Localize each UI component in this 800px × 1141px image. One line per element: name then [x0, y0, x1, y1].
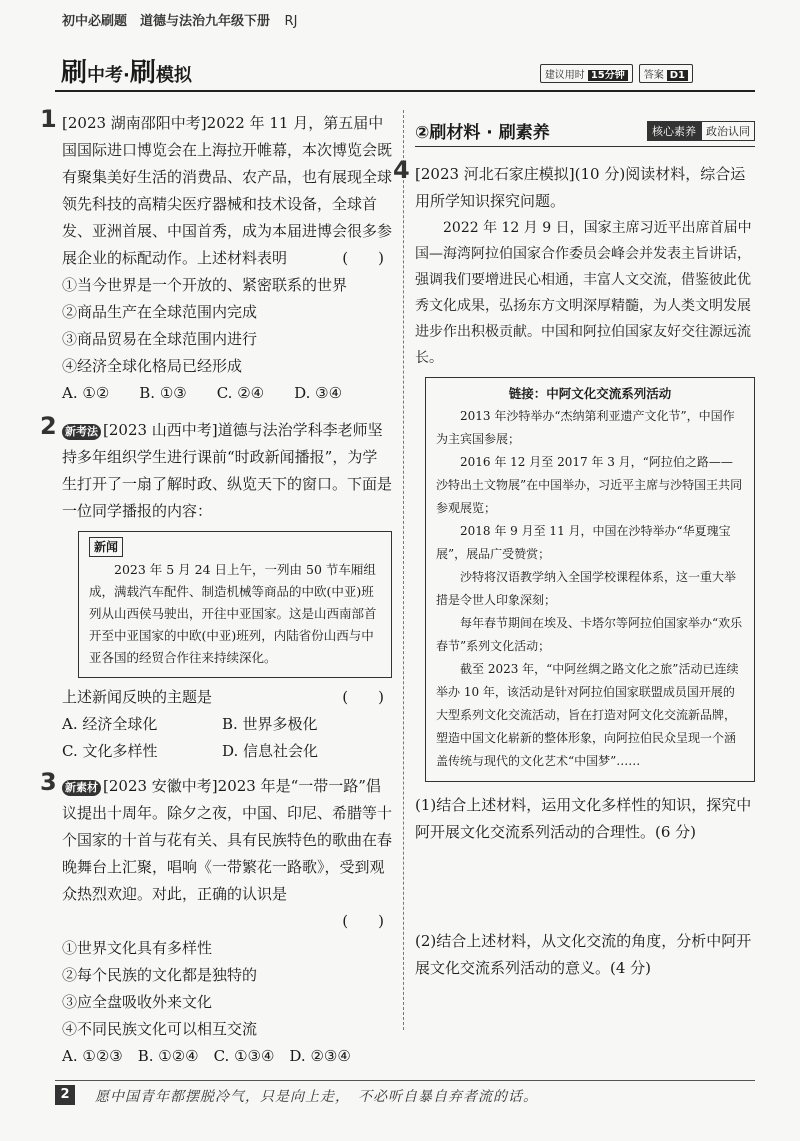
link-title: 链接：中阿文化交流系列活动 [508, 386, 672, 401]
choices: A. ①②③ B. ①②④ C. ①③④ D. ②③④ [62, 1047, 351, 1065]
time-label: 建议用时 [544, 70, 585, 81]
core-literacy-tag: 核心素养 [647, 121, 701, 141]
choice: D. 信息社会化 [222, 742, 319, 760]
answer-value: D1 [667, 70, 688, 81]
book-header [62, 10, 297, 29]
link-item: 截至 2023 年，“中阿丝绸之路文化之旅”活动已连续举办 10 年，该活动是针对阿拉伯国家联盟成员国开展的大型系列文化交流活动，旨在打造对阿文化交流新品牌，塑造中国文化崭新的整体形象，向阿拉伯民众呈现一个涵盖传统与现代的文化艺术“中国梦”…… [436, 662, 739, 768]
link-item: 沙特将汉语教学纳入全国学校课程体系，这一重大举措是令世人印象深刻； [436, 570, 737, 607]
answer-space-1[interactable] [415, 846, 755, 928]
book-title: 初中必刷题 道德与法治九年级下册 [62, 14, 271, 29]
brush-char: 刷 [61, 58, 88, 88]
option: ①当今世界是一个开放的、紧密联系的世界 [62, 276, 348, 294]
time-answer-box [540, 64, 693, 83]
literacy-tags [647, 121, 755, 141]
option: ③应全盘吸收外来文化 [62, 993, 213, 1011]
footer-motto: 愿中国青年都摆脱冷气，只是向上走， 不必听自暴自弃者流的话。 [95, 1089, 538, 1105]
question-text: [2023 安徽中考]2023 年是“一带一路”倡议提出十周年。除夕之夜，中国、印尼、希腊等十个国家的十首与花有关、具有民族特色的歌曲在春晚舞台上汇聚，唱响《一带繁花一路歌》，受到观众热烈欢迎。对此，正确的认识是 [62, 777, 393, 903]
question-4 [393, 156, 755, 982]
choice: A. 经济全球化 [62, 715, 158, 733]
page-number: 2 [55, 1085, 75, 1105]
link-item: 2018 年 9 月至 11 月，中国在沙特举办“华夏瑰宝展”，展品广受赞赏； [436, 524, 731, 561]
news-box [78, 531, 392, 678]
answer-paren: ( ) [342, 912, 384, 930]
brush-char-2: 刷 [129, 58, 156, 88]
new-material-tag: 新素材 [62, 780, 101, 796]
choice: B. 世界多极化 [222, 715, 318, 733]
answer-paren: ( ) [342, 688, 384, 706]
answer-label: 答案 [643, 70, 664, 81]
page-footer [55, 1080, 755, 1109]
material-section-header [415, 118, 755, 147]
sub-question-1: (1)结合上述材料，运用文化多样性的知识，探究中阿开展文化交流系列活动的合理性。(6 分) [415, 796, 752, 841]
material-paragraph: 2022 年 12 月 9 日，国家主席习近平出席首届中国—海湾阿拉伯国家合作委员会峰会并发表主旨讲话，强调我们要增进民心相通，丰富人文交流，借鉴彼此优秀文化成果，弘扬东方文明深厚精髓，为人类文明发展进步作出积极贡献。中国和阿拉伯国家友好交往源远流长。 [415, 220, 752, 366]
option: ④不同民族文化可以相互交流 [62, 1020, 258, 1038]
choice: C. 文化多样性 [62, 742, 158, 760]
question-2 [40, 412, 393, 765]
time-pill [540, 64, 633, 83]
question-number: 2 [40, 412, 57, 440]
answer-paren: ( ) [342, 249, 384, 267]
option: ①世界文化具有多样性 [62, 939, 213, 957]
section-header [55, 60, 755, 86]
question-1 [40, 105, 393, 407]
material-section-title: ②刷材料 · 刷素养 [415, 123, 550, 143]
news-label: 新闻 [89, 537, 123, 557]
political-identity-tag: 政治认同 [701, 121, 755, 141]
left-column [40, 105, 393, 1070]
edition-label: RJ [284, 14, 298, 29]
option: ④经济全球化格局已经形成 [62, 357, 243, 375]
question-text: [2023 河北石家庄模拟](10 分)阅读材料，综合运用所学知识探究问题。 [415, 165, 746, 210]
question-text: [2023 山西中考]道德与法治学科李老师坚持多年组织学生进行课前“时政新闻播报”，为学生打开了一扇了解时政、纵览天下的窗口。下面是一位同学播报的内容： [62, 421, 393, 520]
option: ②商品生产在全球范围内完成 [62, 303, 258, 321]
header-rule [55, 90, 755, 92]
question-number: 3 [40, 768, 57, 796]
title-moni: 模拟 [155, 65, 192, 86]
choices-grid [62, 711, 392, 765]
title-dot: · [123, 65, 130, 86]
link-box [425, 377, 755, 782]
link-item: 2016 年 12 月至 2017 年 3 月，“阿拉伯之路——沙特出土文物展”在中国举办，习近平主席与沙特国王共同参观展览； [436, 455, 743, 515]
stem-text: 上述新闻反映的主题是 [62, 688, 213, 706]
question-number: 1 [40, 105, 57, 133]
link-item: 2013 年沙特举办“杰纳第利亚遗产文化节”，中国作为主宾国参展； [436, 409, 735, 446]
news-text: 2023 年 5 月 24 日上午，一列由 50 节车厢组成，满载汽车配件、制造机械等商品的中欧(中亚)班列从山西侯马驶出，开往中亚国家。这是山西南部首开至中亚国家的中欧(中亚)班列，内陆省份山西与中亚各国的经贸合作往来持续深化。 [89, 562, 377, 665]
title-zhongkao: 中考 [87, 65, 124, 86]
option: ③商品贸易在全球范围内进行 [62, 330, 258, 348]
link-item: 每年春节期间在埃及、卡塔尔等阿拉伯国家举办“欢乐春节”系列文化活动； [436, 616, 743, 653]
right-column [393, 118, 755, 982]
option: ②每个民族的文化都是独特的 [62, 966, 258, 984]
section-title [61, 60, 192, 87]
sub-question-2: (2)结合上述材料，从文化交流的角度，分析中阿开展文化交流系列活动的意义。(4 分) [415, 932, 752, 977]
choices: A. ①② B. ①③ C. ②④ D. ③④ [62, 384, 343, 402]
question-text: [2023 湖南邵阳中考]2022 年 11 月，第五届中国国际进口博览会在上海拉开帷幕，本次博览会既有聚集美好生活的消费品、农产品，也有展现全球领先科技的高精尖医疗器械和技术设备，全球首发、亚洲首展、中国首秀，成为本届进博会很多参展企业的标配动作。上述材料表明 [62, 114, 393, 267]
question-3 [40, 768, 393, 1070]
new-method-tag: 新考法 [62, 424, 101, 440]
question-stem [62, 684, 392, 711]
column-divider [403, 110, 404, 1030]
question-number: 4 [393, 156, 410, 184]
time-value: 15分钟 [588, 70, 628, 81]
answer-pill [639, 64, 693, 83]
